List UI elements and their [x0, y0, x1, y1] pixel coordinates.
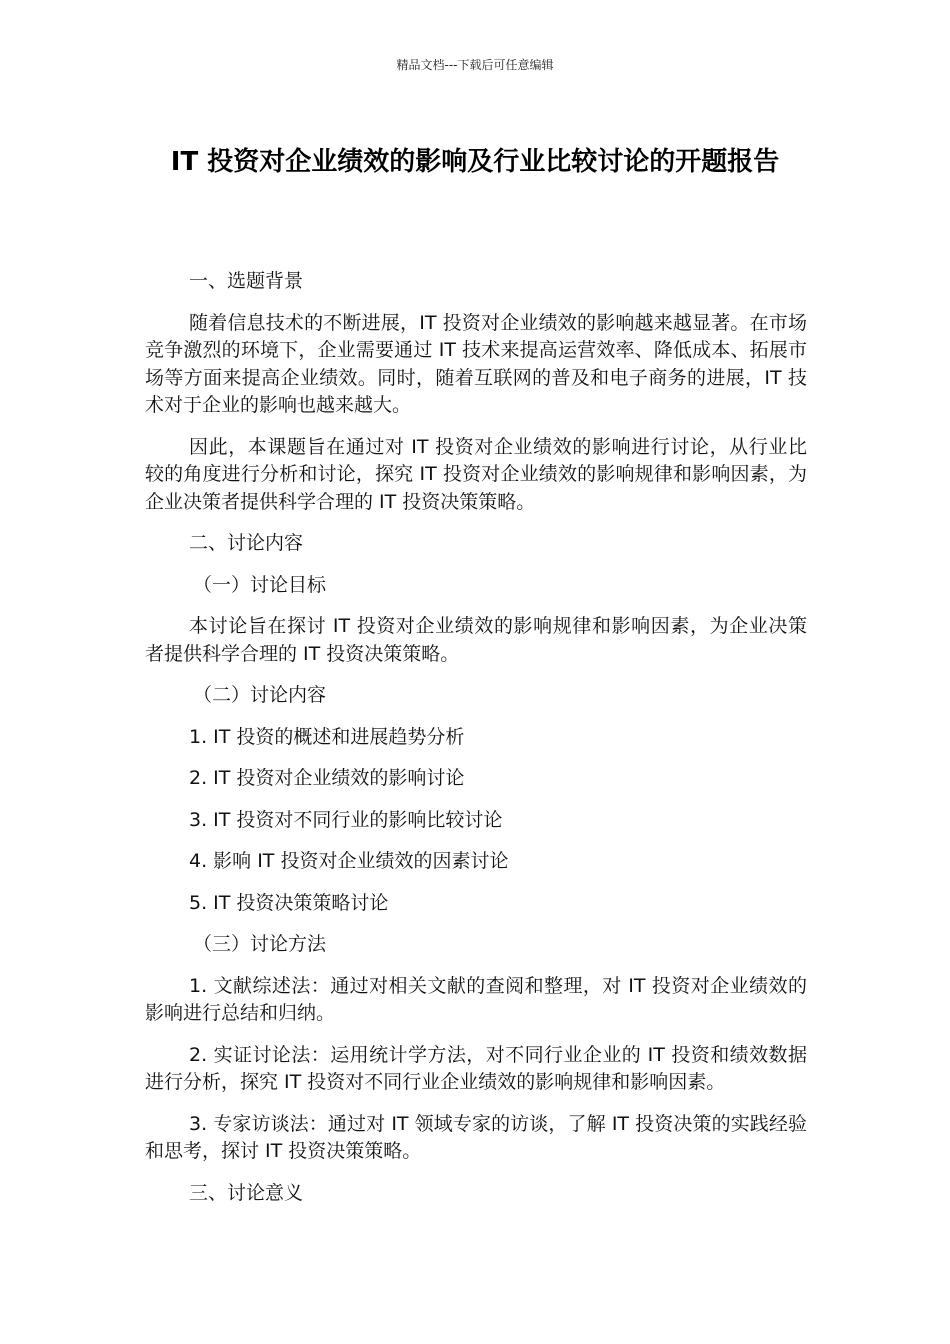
document-title: IT 投资对企业绩效的影响及行业比较讨论的开题报告 [170, 147, 780, 177]
subheading-objective: （一）讨论目标 [193, 573, 327, 596]
paragraph-objective: 本讨论旨在探讨 IT 投资对企业绩效的影响规律和影响因素，为企业决策者提供科学合理的 IT 投资决策策略。 [145, 615, 807, 665]
list-item: 3. IT 投资对不同行业的影响比较讨论 [189, 808, 503, 831]
method-item: 2. 实证讨论法：运用统计学方法，对不同行业企业的 IT 投资和绩效数据进行分析，探究 IT 投资对不同行业企业绩效的影响规律和影响因素。 [145, 1043, 807, 1093]
subheading-content: （二）讨论内容 [193, 684, 327, 706]
list-item: 4. 影响 IT 投资对企业绩效的因素讨论 [189, 850, 509, 872]
subheading-methods: （三）讨论方法 [193, 933, 327, 955]
list-item: 2. IT 投资对企业绩效的影响讨论 [189, 767, 465, 789]
header-note: 精品文档---下载后可任意编辑 [396, 58, 554, 72]
document-body [145, 268, 807, 1221]
paragraph-background-1: 随着信息技术的不断进展，IT 投资对企业绩效的影响越来越显著。在市场竞争激烈的环境下，企业需要通过 IT 技术来提高运营效率、降低成本、拓展市场等方面来提高企业绩效。同时，随着互联网的普及和电子商务的进展，IT 技术对于企业的影响也越来越大。 [145, 311, 807, 416]
section-heading-background: 一、选题背景 [189, 270, 304, 292]
method-item: 3. 专家访谈法：通过对 IT 领域专家的访谈，了解 IT 投资决策的实践经验和思考，探讨 IT 投资决策策略。 [145, 1112, 807, 1162]
list-item: 1. IT 投资的概述和进展趋势分析 [189, 725, 465, 748]
paragraph-background-2: 因此，本课题旨在通过对 IT 投资对企业绩效的影响进行讨论，从行业比较的角度进行分析和讨论，探究 IT 投资对企业绩效的影响规律和影响因素，为企业决策者提供科学合理的 IT 投资决策策略。 [145, 435, 807, 513]
section-heading-significance: 三、讨论意义 [189, 1181, 304, 1204]
section-heading-content: 二、讨论内容 [189, 532, 304, 554]
method-item: 1. 文献综述法：通过对相关文献的查阅和整理，对 IT 投资对企业绩效的影响进行总结和归纳。 [145, 974, 807, 1024]
list-item: 5. IT 投资决策策略讨论 [189, 891, 389, 914]
